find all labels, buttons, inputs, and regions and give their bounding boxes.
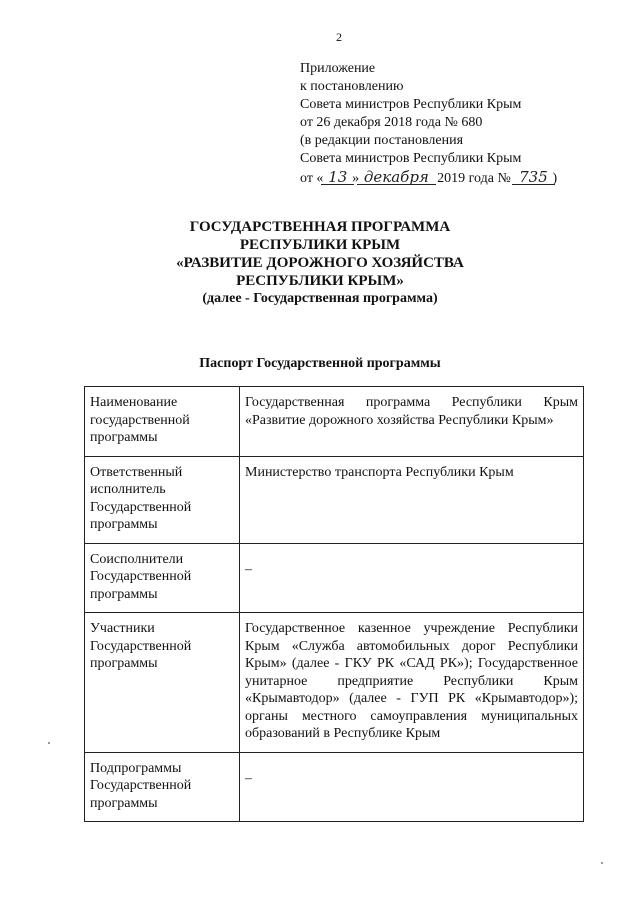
- label-line: программы: [90, 586, 158, 602]
- appendix-line: (в редакции постановления: [300, 133, 464, 148]
- title-line: «РАЗВИТИЕ ДОРОЖНОГО ХОЗЯЙСТВА: [176, 255, 464, 271]
- label-line: программы: [90, 430, 158, 445]
- label-line: программы: [90, 656, 158, 671]
- label-line: Соисполнители: [90, 551, 184, 567]
- label-line: Участники: [90, 621, 155, 636]
- label-line: программы: [90, 517, 158, 532]
- passport-table: [84, 386, 584, 822]
- row-value: Государственная программа Республики Крым «Развитие дорожного хозяйства Республики Крым»: [240, 387, 584, 457]
- row-label: [85, 752, 240, 822]
- row-label: [85, 456, 240, 543]
- row-value: [240, 752, 584, 822]
- title-line: РЕСПУБЛИКИ КРЫМ: [239, 237, 401, 253]
- appendix-line: от 26 декабря 2018 года № 680: [300, 115, 483, 130]
- appendix-block: [300, 60, 557, 188]
- label-line: Подпрограммы: [90, 760, 182, 776]
- page-number: 2: [336, 30, 342, 44]
- program-title: [0, 218, 640, 308]
- appendix-line: Совета министров Республики Крым: [300, 97, 522, 112]
- scan-speck: [601, 862, 603, 864]
- label-line: Государственной: [90, 638, 192, 654]
- year-and-number-label: 2019 года №: [437, 171, 511, 186]
- appendix-line: Совета министров Республики Крым: [300, 151, 522, 166]
- table-row: [85, 456, 584, 543]
- handwritten-day: 13: [323, 168, 352, 186]
- date-quote: »: [352, 171, 360, 186]
- label-line: исполнитель: [90, 482, 166, 497]
- passport-heading: Паспорт Государственной программы: [199, 356, 441, 371]
- title-line: РЕСПУБЛИКИ КРЫМ»: [236, 273, 404, 289]
- title-line: ГОСУДАРСТВЕННАЯ ПРОГРАММА: [189, 219, 451, 235]
- label-line: Государственной: [90, 499, 192, 515]
- row-label: [85, 543, 240, 613]
- handwritten-number: 735: [514, 168, 552, 186]
- title-subline: (далее - Государственная программа): [202, 291, 438, 306]
- handwritten-month: декабря: [359, 168, 434, 186]
- label-line: Государственной: [90, 569, 192, 584]
- appendix-line: к постановлению: [300, 79, 404, 94]
- label-line: Государственной: [90, 778, 192, 793]
- table-row: [85, 543, 584, 613]
- row-value: Государственное казенное учреждение Республики Крым «Служба автомобильных дорог Республики Крым» (далее - ГКУ РК «САД РК»); Государственное унитарное предприятие Республики Крым «Крымавтодор» (далее - ГУП РК «Крымавтодор»); органы местного самоуправления муниципальных образований в Республике Крым: [240, 613, 584, 753]
- row-label: [85, 613, 240, 753]
- date-prefix: от «: [300, 171, 324, 186]
- table-row: [85, 387, 584, 457]
- empty-dash: –: [245, 770, 252, 786]
- row-label: [85, 387, 240, 457]
- appendix-line: Приложение: [300, 61, 376, 76]
- scan-speck: [48, 742, 50, 744]
- amendment-date-line: от « 13 » декабря 2019 года № 735 ): [300, 168, 558, 186]
- empty-dash: –: [245, 561, 252, 577]
- label-line: государственной: [90, 412, 190, 428]
- label-line: программы: [90, 795, 158, 811]
- row-value: Министерство транспорта Республики Крым: [240, 456, 584, 543]
- table-row: [85, 752, 584, 822]
- label-line: Наименование: [90, 395, 178, 410]
- label-line: Ответственный: [90, 464, 183, 480]
- row-value: [240, 543, 584, 613]
- table-row: [85, 613, 584, 753]
